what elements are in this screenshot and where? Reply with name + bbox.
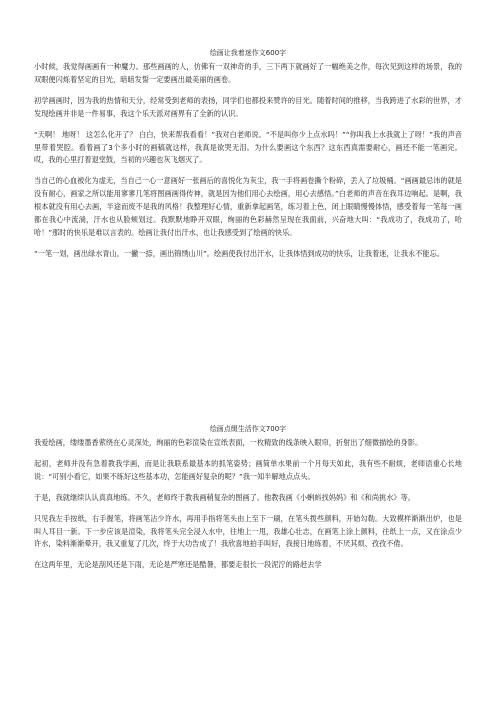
essay-paragraph: 初学画画时，因为我的热情和天分，经常受到老师的表扬，同学们也都投来赞许的目光。随着时间的推移，当我跨进了水彩的世界，才发现绘画并非是一件易事，我这个乐天派对画界有了全新的认识。 — [34, 95, 462, 118]
essay-title: 绘画点缀生活作文700字 — [209, 425, 287, 433]
essay-paragraph: 只见我左手按纸，右手握笔，将画笔沾少许水，再用手指将笔头由上至下一刷，在笔头拨些颜料，开始勾勒。大致模样渐渐出炉，也是叫人耳目一新。下一步应该是渲染，我将笔头完全浸入水中，往地上一甩，我雄心壮志，在画笔上涂上颜料，往纸上一点，又在涂点少许水，染料渐渐晕开，我又重复了几次，终于大功告成了！我欣喜地拍手叫好，我接日地练着，不厌其烦、孜孜不倦。 — [34, 513, 462, 549]
essay-paragraph: 起初，老师并没有急着教我学画，而是让我联系最基本的抓笔姿势；画简单水果前一个月每天如此，我有些不耐烦，老师语重心长地说：“可别小看它，如果不练好这些基本功，怎能画好复杂的呢？”我一知半解地点点头。 — [34, 458, 462, 481]
essay-1 — [34, 48, 462, 261]
essay-title: 绘画让我着迷作文600字 — [209, 49, 287, 57]
essay-2 — [34, 424, 462, 572]
essay-paragraph: “一笔一划，画出绿水青山，一撇一捺，画出锦绣山川”。绘画使我付出汗水，让我体悟到成功的快乐，让我着迷，让我永不能忘。 — [34, 248, 444, 258]
essay-paragraph: “天啊！ 地呀！ 这怎么化开了？ 白白，快来帮我看看！”我对白老师说。“不是叫你少上点水吗！”“你叫我上水我就上了呀！”我的声音里带着哭腔。看着画了3个多小时的画稿就这样，我真是欲哭无泪。为什么要画这个东西？这东西真需要耐心，画还不能一笔画完。哎，我的心里打着退堂鼓，当初的兴趣也灰飞烟灭了。 — [34, 129, 462, 165]
essay-paragraph: 小时候，我觉得画画有一种魔力。那些画画的人，仿佛有一双神奇的手，三下两下就画好了一幅绝美之作，每次见到这样的场景，我的双眼便闪烁着坚定的目光，暗暗发誓一定要画出最美丽的画卷。 — [34, 62, 462, 84]
essay-paragraph: 于是，我就继续认认真真地练。不久，老师终于教我画稍复杂的图画了。他教我画《小蝌蚪找妈妈》和《和尚挑水》等。 — [34, 492, 415, 502]
essay-paragraph: 当自己的心血被化为虚无，当自己一心一意画好一张画后的喜悦化为灰尘，我一手将画卷撕个粉碎，丢入了垃圾桶。“画画最忌讳的就是没有耐心，画家之所以能用寥寥几笔将图画画得传神，就是因为他们用心去绘画，用心去感悟。”白老师的声音在我耳边响起。是啊，我根本就没有用心去画，半途而废不是我的风格！我整理好心情，重新拿起画笔，练习着上色，闭上眼睛慢慢体悟，感受着每一笔每一画都在我心中流淌，汗水也从脸颊划过。我默默地睁开双眼，绚丽的色彩赫然呈现在我面前，兴奋地大叫：“我成功了，我成功了，哈哈！”那时的快乐是难以言表的。绘画让我付出汗水，也让我感受到了绘画的快乐。 — [34, 176, 462, 237]
essay-paragraph: 我爱绘画，缕缕墨香萦绕在心灵深处，绚丽的色彩渲染在宣纸表面，一枚精致的线条映入眼帘，折射出了细微描绘的身影。 — [34, 438, 423, 447]
essay-paragraph: 在这两年里，无论是刮风还是下雨，无论是严寒还是酷暑，都要走很长一段泥泞的路赶去学 — [34, 560, 322, 570]
